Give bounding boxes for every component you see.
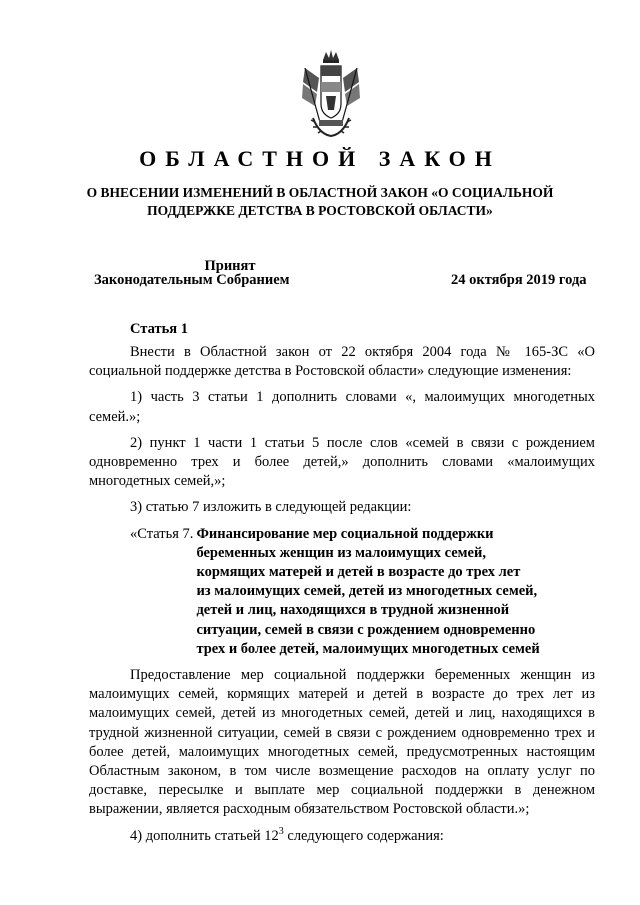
quoted-article-body: Предоставление мер социальной поддержки беременных женщин из малоимущих семей, кормящих матерей и детей в возрасте до трех лет из малоимущих семей, детей из многодетных семей, детей и лиц, находящихся в трудной жизненной ситуации, семей в связи с рождением одновременно трех и более детей, малоимущих многодетных семей, предусмотренных настоящим Областным законом, в том числе возмещение расходов на оплату услуг по доставке, пересылке и выплате мер социальной поддержки в денежном выражении, является расходным обязательством Ростовской области.»; bbox=[89, 667, 595, 818]
quoted-article-number: «Статья 7. bbox=[130, 525, 194, 542]
amendment-item-1: 1) часть 3 статьи 1 дополнить словами «, малоимущих многодетных семей.»; bbox=[89, 389, 595, 425]
amendment-item-2: 2) пункт 1 части 1 статьи 5 после слов «семей в связи с рождением одновременно трех и более детей,» дополнить словами «малоимущих многодетных семей,»; bbox=[89, 434, 595, 490]
quoted-title-line: ситуации, семей в связи с рождением одновременно bbox=[196, 621, 536, 638]
subtitle-line: О ВНЕСЕНИИ ИЗМЕНЕНИЙ В ОБЛАСТНОЙ ЗАКОН «О СОЦИАЛЬНОЙ bbox=[86, 185, 554, 200]
item-4-text-end: следующего содержания: bbox=[283, 827, 444, 844]
amendment-item-3: 3) статью 7 изложить в следующей редакции: bbox=[130, 499, 412, 516]
quoted-title-line: Финансирование мер социальной поддержки bbox=[196, 525, 494, 542]
adoption-date: 24 октября 2019 года bbox=[451, 272, 587, 288]
quoted-title-line: из малоимущих семей, детей из многодетных семей, bbox=[196, 583, 538, 600]
adopted-by: Законодательным Собранием bbox=[94, 272, 290, 288]
article-heading: Статья 1 bbox=[130, 321, 188, 337]
subtitle-line: ПОДДЕРЖКЕ ДЕТСТВА В РОСТОВСКОЙ ОБЛАСТИ» bbox=[147, 203, 493, 218]
item-4-superscript: 3 bbox=[278, 825, 284, 837]
quoted-title-line: беременных женщин из малоимущих семей, bbox=[196, 544, 486, 561]
amendment-item-4 bbox=[89, 827, 595, 846]
quoted-title-line: детей и лиц, находящихся в трудной жизненной bbox=[196, 602, 510, 619]
adopted-label: Принят bbox=[204, 258, 256, 274]
law-subtitle bbox=[80, 184, 560, 220]
rostov-coat-of-arms-icon bbox=[299, 48, 363, 140]
quoted-title-line: трех и более детей, малоимущих многодетных семей bbox=[196, 640, 540, 657]
quoted-title-line: кормящих матерей и детей в возрасте до трех лет bbox=[196, 564, 521, 581]
item-4-text: 4) дополнить статьей 12 bbox=[130, 827, 279, 844]
article-body bbox=[89, 343, 595, 846]
article-intro: Внести в Областной закон от 22 октября 2004 года № 165-ЗС «О социальной поддержке детства в Ростовской области» следующие изменения: bbox=[89, 344, 595, 380]
quoted-article-title bbox=[193, 525, 539, 659]
quoted-article-heading bbox=[89, 525, 595, 659]
law-title: ОБЛАСТНОЙ ЗАКОН bbox=[139, 146, 501, 171]
